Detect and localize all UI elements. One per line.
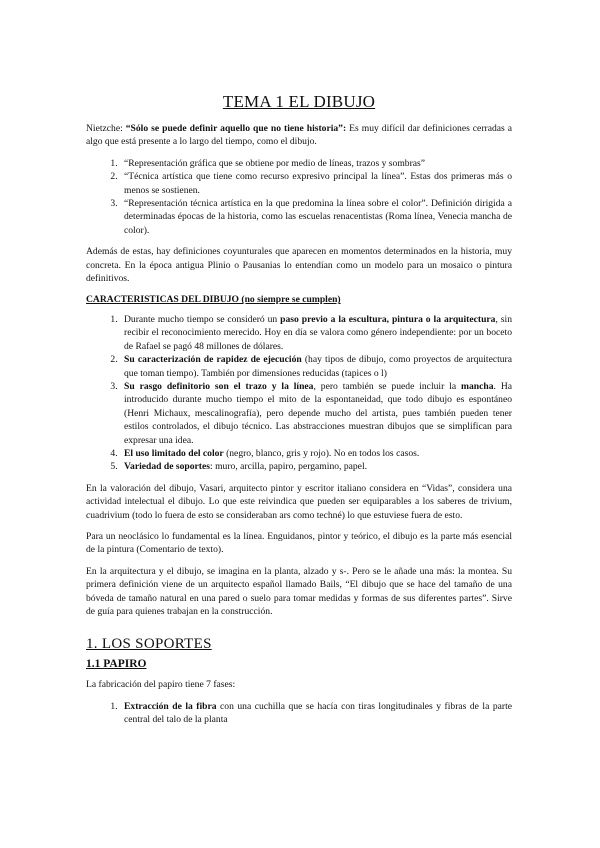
step-bold: Extracción de la fibra [124, 700, 217, 712]
item-bold: Variedad de soportes [124, 461, 210, 473]
vasari-paragraph: En la valoración del dibujo, Vasari, arquitecto pintor y escritor italiano considera en “Vidas”, considera una actividad intelectual el dibujo. Lo que este reivindica que pueden ser equiparables a los saberes de trivium, cuadrivium (todo lo fuera de esto se consideraban ars como techné) lo que estuviese fuera de esto. [86, 482, 512, 521]
caracteristica-item [120, 313, 512, 353]
nietzsche-quote: “Sólo se puede definir aquello que no tiene historia”: [125, 123, 347, 134]
document-title: TEMA 1 EL DIBUJO [222, 92, 376, 111]
section-heading-soportes: 1. LOS SOPORTES [86, 636, 212, 653]
coyunturales-paragraph: Además de estas, hay definiciones coyunturales que aparecen en momentos determinados en la historia, muy concreta. En la época antigua Plinio o Pausanias lo entendían como un modelo para un mosaico o pintura definitivos. [86, 246, 512, 285]
intro-rest: Es muy difícil dar definiciones cerradas a algo que está presente a lo largo del tiempo, como el dibujo. [86, 123, 512, 148]
item-text: , sin recibir el reconocimiento merecido. Hoy en día se valora como género independiente: por un boceto de Rafael se pagó 48 millones de dólares. [124, 313, 513, 352]
item-bold: Su rasgo definitorio son el trazo y la línea [124, 380, 314, 392]
item-bold: Su caracterización de rapidez de ejecución [124, 354, 302, 366]
intro-paragraph [86, 122, 512, 149]
papiro-step-item [120, 700, 512, 727]
item-text: (hay tipos de dibujo, como proyectos de arquitectura que toman tiempo). También por dimensiones reducidas (tapices o l) [124, 354, 512, 379]
definitions-list [86, 157, 512, 237]
definition-item: 3. “Representación técnica artística en la que predomina la línea sobre el color”. Definición dirigida a determinadas épocas de la historia, como las escuelas renacentistas (Roma línea, Venecia mancha de color). [120, 197, 512, 237]
caracteristicas-list [86, 313, 512, 474]
item-text: (negro, blanco, gris y rojo). No en todos los casos. [223, 447, 420, 459]
step-text: con una cuchilla que se hacía con tiras longitudinales y fibras de la parte central del talo de la planta [124, 700, 513, 726]
item-bold: paso previo a la escultura, pintura o la arquitectura [280, 313, 496, 325]
caracteristica-item [120, 380, 512, 447]
caracteristicas-heading: CARACTERISTICAS DEL DIBUJO (no siempre se cumplen) [86, 294, 341, 306]
papiro-steps-list [86, 700, 512, 727]
arquitectura-paragraph: En la arquitectura y el dibujo, se imagina en la planta, alzado y s-. Pero se le añade una más: la montea. Su primera definición viene de un arquitecto español llamado Bails, “El dibujo que se hace del tamaño de una bóveda de tamaño natural en una pared o suelo para tomar medidas y formas de sus diferentes partes”. Sirve de guía para quienes trabajan en la construcción. [86, 565, 512, 617]
subsection-heading-papiro: 1.1 PAPIRO [86, 658, 147, 671]
item-text: : muro, arcilla, papiro, pergamino, papel. [210, 461, 368, 473]
caracteristica-item [120, 460, 512, 473]
intro-prefix: Nietzche: [86, 123, 126, 134]
definition-item: 2. “Técnica artística que tiene como recurso expresivo principal la línea”. Estas dos primeras más o menos se sostienen. [120, 170, 512, 197]
item-text: . Ha introducido durante mucho tiempo el mito de la espontaneidad, que todo dibujo es espontáneo (Henri Michaux, mescalinografía), pero depende mucho del artista, pues también pueden tener estilos controlados, el dibujo técnico. Las abstracciones muestran dibujos que se simplifican para expresar una idea. [124, 380, 512, 446]
item-text: Durante mucho tiempo se consideró un [124, 313, 281, 325]
item-bold: El uso limitado del color [124, 447, 224, 459]
caracteristica-item [120, 353, 512, 380]
papiro-intro: La fabricación del papiro tiene 7 fases: [86, 679, 236, 691]
caracteristica-item [120, 447, 512, 460]
neoclasico-paragraph: Para un neoclásico lo fundamental es la línea. Enguidanos, pintor y teórico, el dibujo es la parte más esencial de la pintura (Comentario de texto). [86, 530, 512, 556]
item-text: , pero también se puede incluir la [313, 380, 461, 392]
item-bold: mancha [461, 380, 494, 392]
definition-item: 1. “Representación gráfica que se obtiene por medio de líneas, trazos y sombras” [120, 157, 512, 170]
